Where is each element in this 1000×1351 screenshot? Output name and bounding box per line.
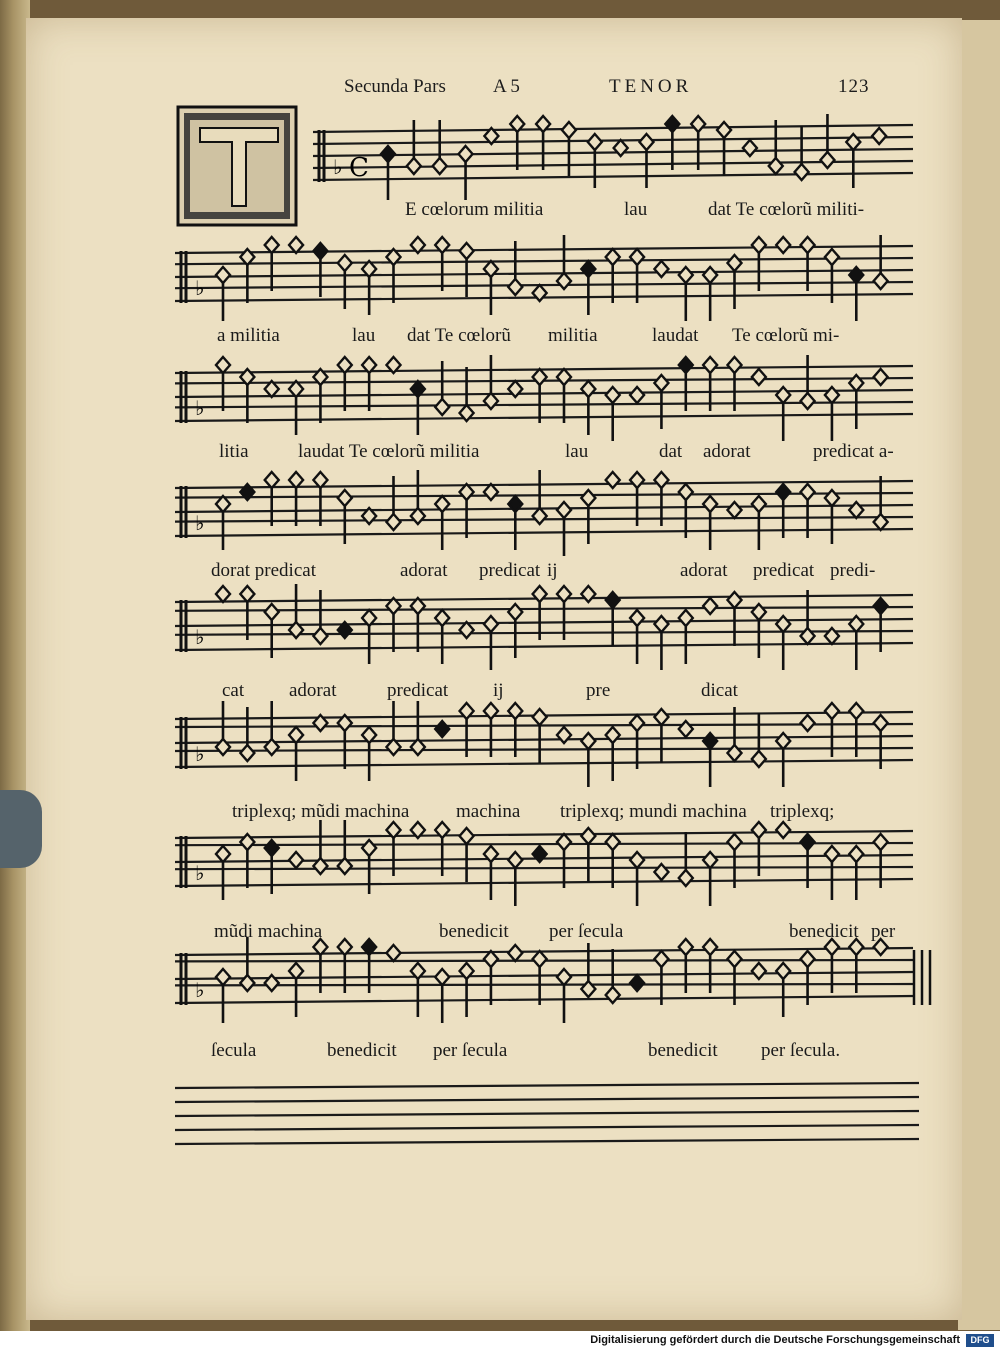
note-head — [557, 502, 571, 518]
note-head — [801, 951, 815, 967]
lyric-syllable: predicat — [479, 560, 541, 581]
note-head — [801, 484, 815, 500]
note-head — [588, 134, 602, 150]
staff-line — [175, 481, 913, 488]
flat-sign: ♭ — [195, 625, 205, 649]
lyric-syllable: ij — [493, 680, 504, 701]
note-head — [630, 852, 644, 868]
note-head — [679, 610, 693, 626]
note-head — [433, 158, 447, 174]
mensuration-sign: C — [349, 153, 369, 183]
lyric-syllable: predicat — [387, 680, 449, 701]
note-head — [874, 369, 888, 385]
note-head — [216, 267, 230, 283]
note-head — [557, 834, 571, 850]
note-head — [849, 846, 863, 862]
note-head — [795, 164, 809, 180]
note-head — [630, 387, 644, 403]
note-head — [825, 387, 839, 403]
note-head — [581, 381, 595, 397]
note-head — [407, 158, 421, 174]
note-head — [703, 852, 717, 868]
note-head — [801, 628, 815, 644]
note-head — [265, 237, 279, 253]
note-head — [338, 490, 352, 506]
flat-sign: ♭ — [195, 861, 205, 885]
note-head — [752, 237, 766, 253]
note-head — [846, 134, 860, 150]
note-head — [776, 963, 790, 979]
lyric-syllable: dicat — [701, 680, 738, 701]
lyric-syllable: Te cœlorũ mi- — [732, 325, 840, 346]
note-head — [216, 969, 230, 985]
flat-sign: ♭ — [333, 155, 343, 179]
note-head — [752, 496, 766, 512]
staff-line — [175, 879, 913, 886]
note-head — [508, 945, 522, 961]
note-head — [581, 828, 595, 844]
note-head — [679, 484, 693, 500]
staff-line — [175, 760, 913, 767]
note-head — [728, 592, 742, 608]
staff-line — [175, 867, 913, 869]
note-head — [387, 514, 401, 530]
note-head — [825, 703, 839, 719]
note-head — [606, 834, 620, 850]
note-head — [728, 255, 742, 271]
lyric-syllable: triplexq; mũdi machina — [232, 801, 410, 822]
note-head — [679, 939, 693, 955]
staff-line — [175, 972, 913, 979]
lyric-syllable: predicat — [753, 560, 815, 581]
note-head — [769, 158, 783, 174]
note-head — [387, 945, 401, 961]
note-head — [703, 496, 717, 512]
note-head — [728, 357, 742, 373]
note-head — [752, 604, 766, 620]
note-head — [679, 870, 693, 886]
note-head — [776, 822, 790, 838]
lyric-syllable: dorat predicat — [211, 560, 316, 581]
note-head — [265, 472, 279, 488]
staff-line — [175, 390, 913, 397]
note-head — [460, 622, 474, 638]
empty-staff-line — [175, 1111, 919, 1116]
note-head — [435, 721, 449, 737]
footer-credit: Digitalisierung gefördert durch die Deutsche Forschungsgemeinschaft — [590, 1334, 960, 1346]
note-head — [717, 122, 731, 138]
note-head — [801, 834, 815, 850]
lyric-syllable: adorat — [680, 560, 728, 581]
note-head — [435, 399, 449, 415]
note-head — [557, 369, 571, 385]
staff-line — [175, 414, 913, 421]
note-head — [216, 586, 230, 602]
voice-name: TENOR — [609, 76, 693, 97]
note-head — [557, 727, 571, 743]
lyric-syllable: per — [871, 921, 896, 942]
initial-letter: T — [236, 200, 238, 201]
note-head — [776, 237, 790, 253]
staff-line — [175, 270, 913, 277]
note-head — [240, 586, 254, 602]
note-head — [240, 745, 254, 761]
staff-line — [175, 366, 913, 373]
note-head — [630, 715, 644, 731]
note-head — [289, 852, 303, 868]
note-head — [533, 951, 547, 967]
note-head — [606, 592, 620, 608]
note-head — [460, 484, 474, 500]
note-head — [606, 249, 620, 265]
note-head — [581, 586, 595, 602]
staff-line — [175, 948, 913, 955]
lyric-syllable: predicat a- — [813, 441, 894, 462]
note-head — [874, 834, 888, 850]
note-head — [508, 279, 522, 295]
lyric-syllable: mũdi machina — [214, 921, 323, 942]
empty-staff-line — [175, 1097, 919, 1102]
note-head — [776, 387, 790, 403]
note-head — [630, 610, 644, 626]
notes — [216, 114, 930, 1023]
staff-line — [175, 996, 913, 1003]
note-head — [703, 733, 717, 749]
note-head — [362, 840, 376, 856]
lyric-syllable: per ſecula. — [761, 1040, 841, 1061]
staff-line — [313, 125, 913, 132]
note-head — [484, 951, 498, 967]
flat-sign: ♭ — [195, 511, 205, 535]
note-head — [557, 969, 571, 985]
flat-sign: ♭ — [195, 396, 205, 420]
staff-line — [175, 831, 913, 838]
note-head — [654, 261, 668, 277]
note-head — [533, 369, 547, 385]
note-head — [654, 616, 668, 632]
staff-line — [175, 505, 913, 512]
staff-line — [313, 137, 913, 144]
note-head — [703, 357, 717, 373]
lyric-syllable: dat Te cœlorũ — [407, 325, 511, 346]
note-head — [679, 721, 693, 737]
lyric-syllable: ſecula — [211, 1040, 257, 1061]
note-head — [289, 472, 303, 488]
part-label: Secunda Pars — [344, 76, 446, 97]
note-head — [533, 709, 547, 725]
flat-sign: ♭ — [195, 276, 205, 300]
lyric-syllable: lau — [565, 441, 589, 462]
note-head — [849, 703, 863, 719]
note-head — [654, 709, 668, 725]
lyric-syllable: triplexq; — [770, 801, 835, 822]
lyric-syllable: triplexq; mundi machina — [560, 801, 747, 822]
note-head — [460, 243, 474, 259]
note-head — [654, 375, 668, 391]
empty-staff-line — [175, 1139, 919, 1144]
note-head — [801, 715, 815, 731]
note-head — [679, 267, 693, 283]
note-head — [801, 237, 815, 253]
note-head — [752, 963, 766, 979]
note-head — [606, 987, 620, 1003]
note-head — [265, 604, 279, 620]
empty-staff-line — [175, 1125, 919, 1130]
lyric-syllable: ij — [547, 560, 558, 581]
note-head — [679, 357, 693, 373]
note-head — [581, 733, 595, 749]
note-head — [728, 834, 742, 850]
note-head — [484, 616, 498, 632]
note-head — [874, 715, 888, 731]
staff-line — [175, 607, 913, 611]
note-head — [289, 727, 303, 743]
note-head — [654, 951, 668, 967]
staff-line — [175, 748, 913, 751]
staff-line — [313, 173, 913, 180]
staff-line — [175, 643, 913, 650]
note-head — [606, 387, 620, 403]
lyric-syllable: benedicit — [789, 921, 859, 942]
note-head — [614, 140, 628, 156]
note-head — [872, 128, 886, 144]
note-head — [703, 598, 717, 614]
note-head — [874, 273, 888, 289]
note-head — [557, 586, 571, 602]
note-head — [640, 134, 654, 150]
note-head — [484, 393, 498, 409]
staff-line — [313, 149, 913, 156]
note-head — [776, 616, 790, 632]
note-head — [313, 628, 327, 644]
note-head — [654, 472, 668, 488]
note-head — [581, 490, 595, 506]
note-head — [313, 243, 327, 259]
note-head — [752, 822, 766, 838]
ornamental-initial — [178, 107, 296, 225]
lyric-syllable: laudat — [652, 325, 699, 346]
note-head — [825, 249, 839, 265]
note-head — [874, 598, 888, 614]
lyric-syllable: dat — [659, 441, 683, 462]
note-head — [557, 273, 571, 289]
lyric-syllable: machina — [456, 801, 521, 822]
note-head — [752, 369, 766, 385]
note-head — [508, 604, 522, 620]
staff-line — [175, 282, 913, 288]
note-head — [289, 237, 303, 253]
note-head — [752, 751, 766, 767]
note-head — [728, 951, 742, 967]
note-head — [338, 255, 352, 271]
page-number: 123 — [838, 76, 870, 97]
note-head — [743, 140, 757, 156]
note-head — [630, 975, 644, 991]
lyric-syllable: dat Te cœlorũ militi- — [708, 199, 865, 220]
note-head — [381, 146, 395, 162]
note-head — [801, 393, 815, 409]
lyric-syllable: litia — [219, 441, 249, 462]
lyric-syllable: per ſecula — [549, 921, 624, 942]
lyric-syllable: benedicit — [327, 1040, 397, 1061]
note-head — [460, 828, 474, 844]
lyric-syllable: lau — [624, 199, 648, 220]
lyric-syllable: laudat Te cœlorũ militia — [298, 441, 480, 462]
note-head — [776, 484, 790, 500]
note-head — [820, 152, 834, 168]
note-head — [484, 484, 498, 500]
lyric-syllable: E cœlorum militia — [405, 199, 544, 220]
note-head — [728, 502, 742, 518]
voices-label: A 5 — [493, 76, 520, 97]
lyric-syllable: benedicit — [648, 1040, 718, 1061]
staff-line — [175, 984, 913, 985]
staff-line — [175, 619, 913, 626]
lyric-syllable: cat — [222, 680, 245, 701]
note-head — [728, 745, 742, 761]
lyric-syllable: a militia — [217, 325, 280, 346]
staff-line — [175, 529, 913, 536]
note-head — [216, 846, 230, 862]
note-head — [216, 357, 230, 373]
note-head — [562, 122, 576, 138]
note-head — [654, 864, 668, 880]
note-head — [459, 146, 473, 162]
staff-line — [175, 736, 913, 743]
digitization-footer — [0, 1331, 1000, 1351]
lyric-syllable: pre — [586, 680, 611, 701]
flat-sign: ♭ — [195, 742, 205, 766]
lyric-syllable: adorat — [400, 560, 448, 581]
note-head — [581, 261, 595, 277]
lyric-syllable: benedicit — [439, 921, 509, 942]
lyric-syllable: adorat — [289, 680, 337, 701]
note-head — [665, 116, 679, 132]
note-head — [691, 116, 705, 132]
empty-staff-line — [175, 1083, 919, 1088]
lyric-syllable: per ſecula — [433, 1040, 508, 1061]
note-head — [435, 969, 449, 985]
lyric-syllable: predi- — [830, 560, 876, 581]
lyric-syllable: lau — [352, 325, 376, 346]
note-head — [533, 508, 547, 524]
staff-line — [175, 258, 913, 264]
note-head — [630, 249, 644, 265]
note-head — [606, 472, 620, 488]
note-head — [630, 472, 644, 488]
note-head — [581, 981, 595, 997]
flat-sign: ♭ — [195, 978, 205, 1002]
note-head — [776, 733, 790, 749]
note-head — [289, 963, 303, 979]
dfg-logo: DFG — [966, 1334, 994, 1347]
note-head — [606, 727, 620, 743]
note-head — [703, 267, 717, 283]
note-head — [703, 939, 717, 955]
note-head — [265, 840, 279, 856]
lyric-syllable: adorat — [703, 441, 751, 462]
note-head — [508, 852, 522, 868]
note-head — [825, 846, 839, 862]
lyric-syllable: militia — [548, 325, 598, 346]
